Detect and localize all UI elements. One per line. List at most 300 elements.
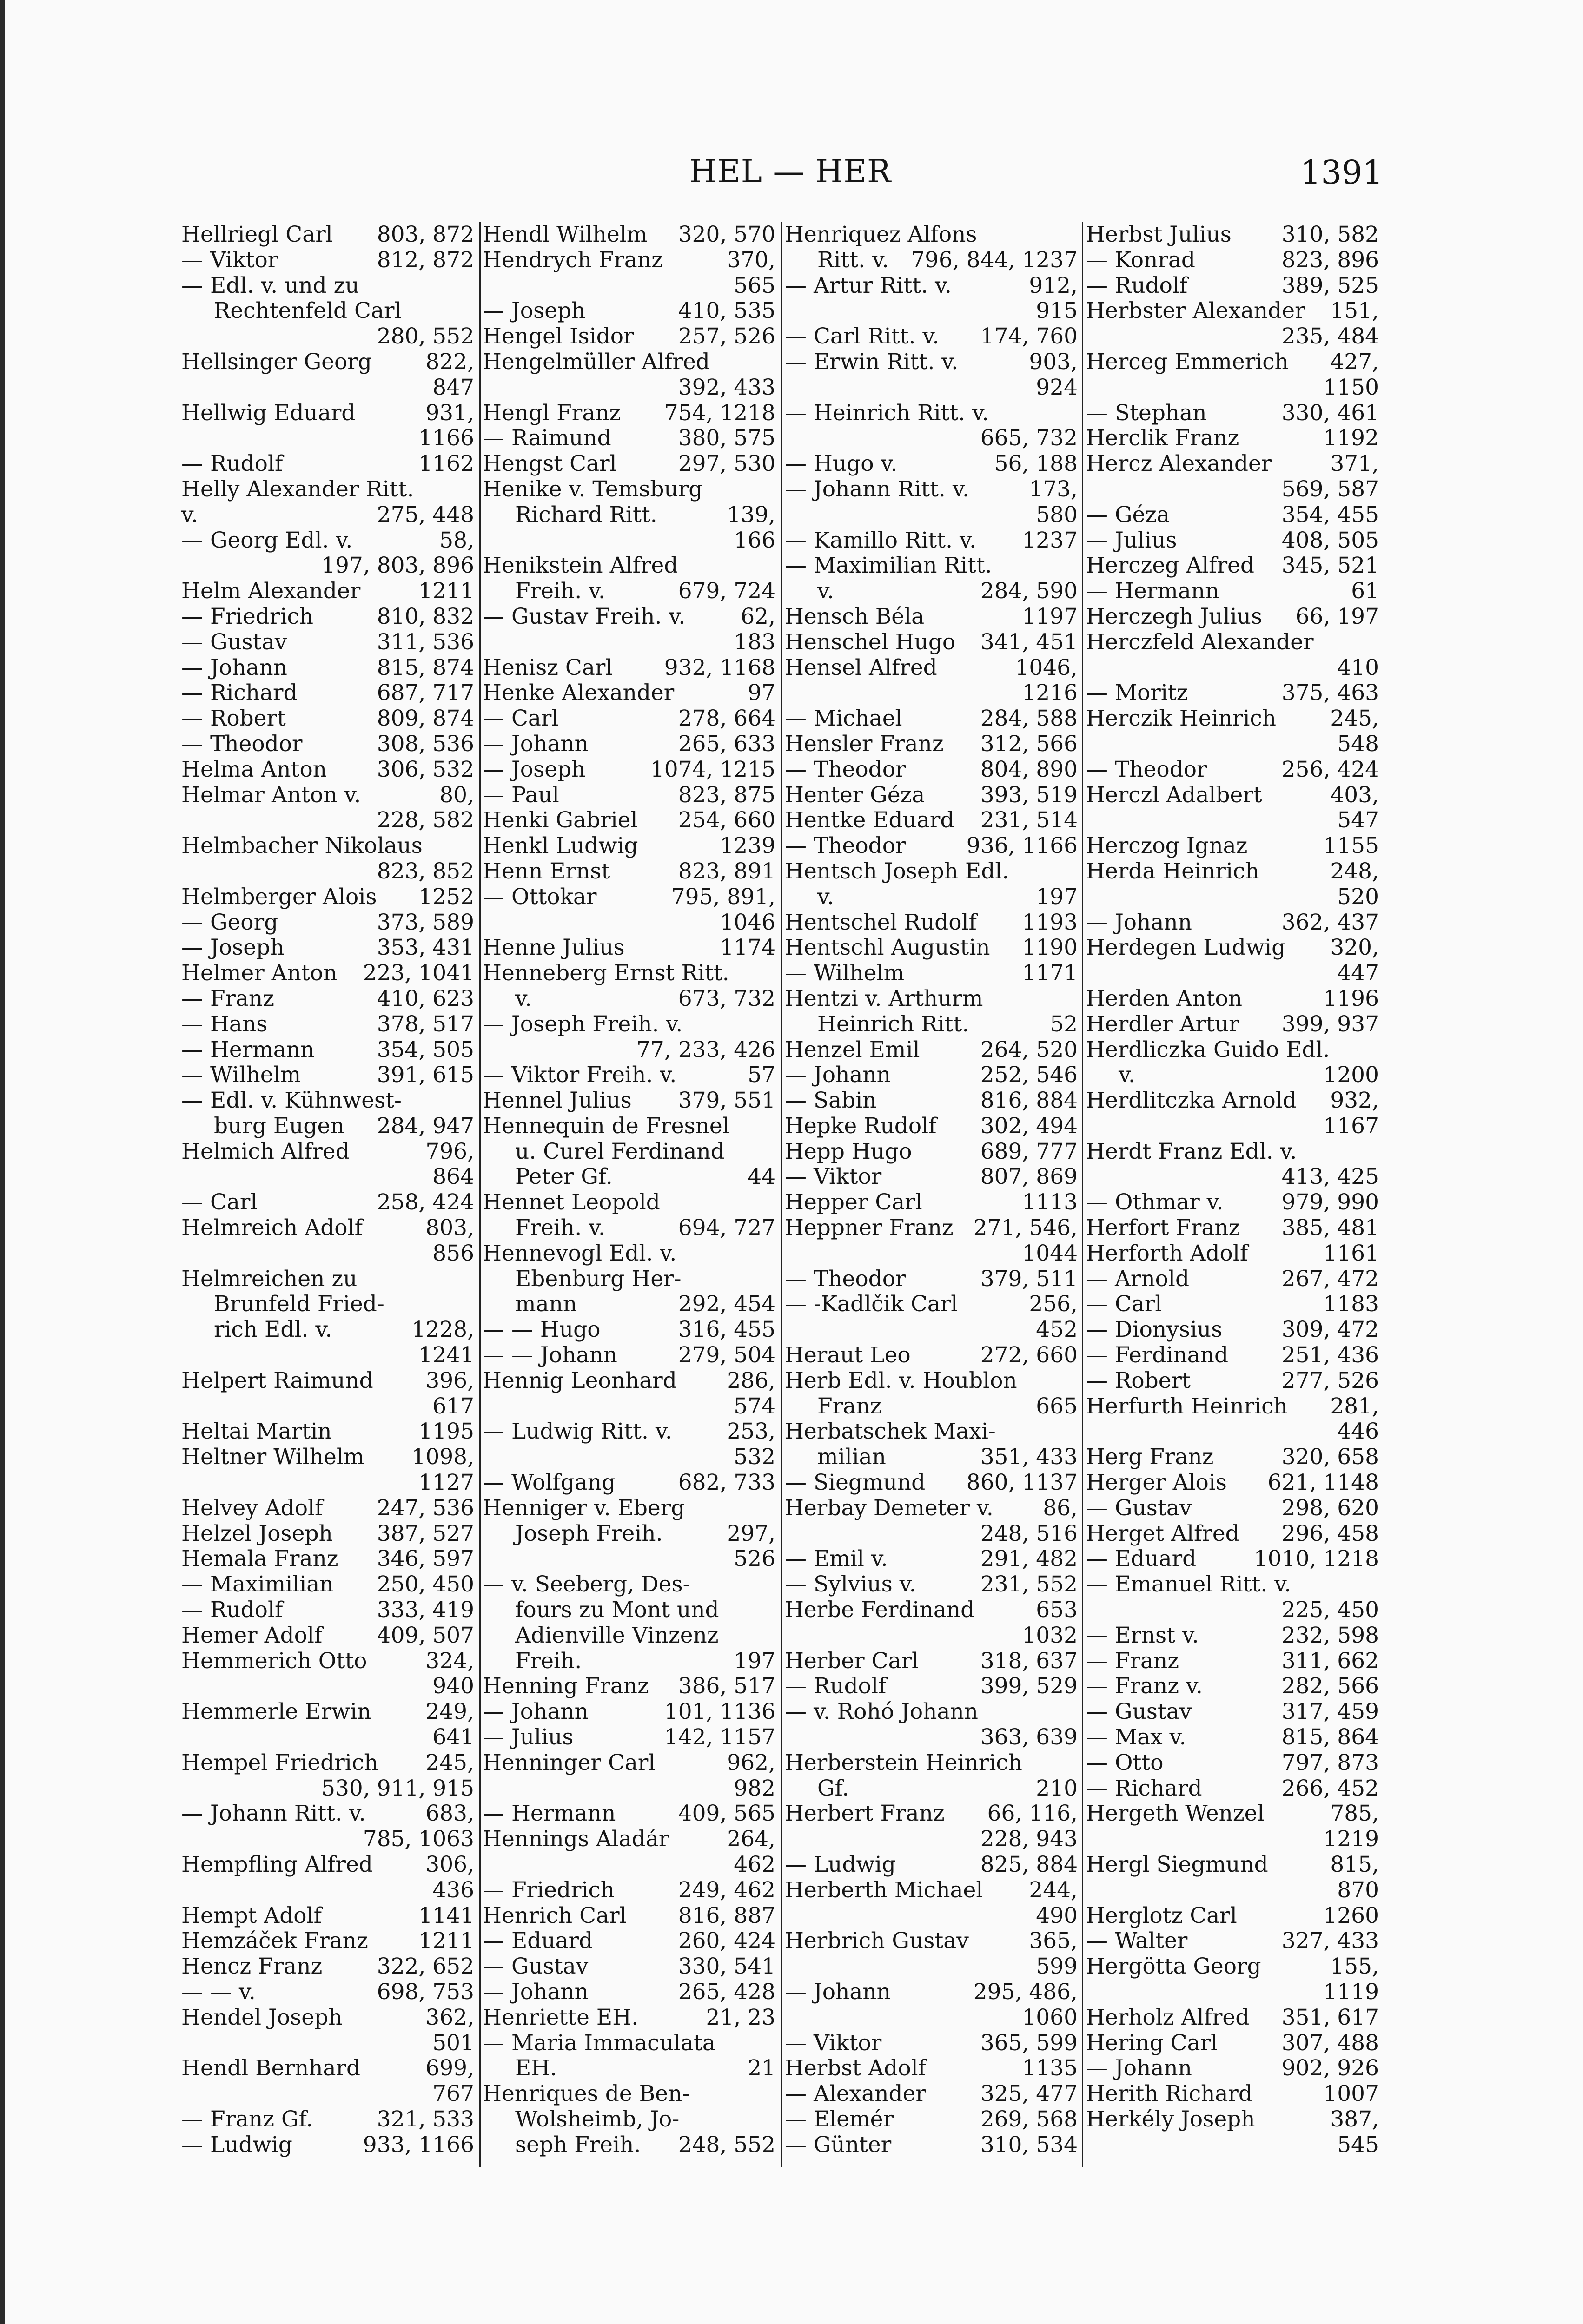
- index-entry: [483, 680, 775, 706]
- entry-name: Hering Carl: [1086, 2030, 1218, 2056]
- entry-name: — Gustav: [483, 1954, 589, 1980]
- entry-name: — v. Seeberg, Des-: [483, 1571, 690, 1598]
- entry-name: — Theodor: [785, 1266, 906, 1292]
- index-entry: [483, 1368, 775, 1394]
- entry-page-refs: 183: [734, 629, 775, 655]
- entry-page-refs: 284, 588: [980, 706, 1078, 732]
- entry-name: Hemala Franz: [181, 1546, 338, 1572]
- entry-page-refs: 354, 505: [377, 1037, 474, 1063]
- entry-name: — Ernst v.: [1086, 1622, 1199, 1648]
- entry-name: Freih.: [515, 1648, 582, 1674]
- entry-name: — Othmar v.: [1086, 1189, 1224, 1215]
- entry-name: — Joseph: [483, 756, 586, 782]
- entry-page-refs: 754, 1218: [664, 400, 775, 426]
- entry-name: — Carl: [181, 1189, 258, 1215]
- entry-page-refs: 311, 536: [377, 629, 474, 655]
- entry-name: — Heinrich Ritt. v.: [785, 400, 989, 426]
- index-entry: [181, 324, 474, 350]
- entry-name: — Rudolf: [181, 451, 283, 477]
- index-entry: [483, 1419, 775, 1445]
- entry-page-refs: 231, 514: [980, 807, 1078, 833]
- entry-name: Brunfeld Fried-: [214, 1291, 384, 1317]
- index-entry: [1086, 655, 1379, 681]
- index-entry: [483, 2133, 775, 2158]
- entry-name: Henzel Emil: [785, 1037, 920, 1063]
- entry-page-refs: 44: [748, 1164, 775, 1190]
- entry-page-refs: 21: [748, 2055, 775, 2081]
- index-entry: [483, 1164, 775, 1190]
- index-entry: [181, 1190, 474, 1215]
- index-entry: [1086, 2081, 1379, 2107]
- index-entry: [483, 783, 775, 808]
- index-entry: [785, 1419, 1078, 1445]
- entry-page-refs: 982: [734, 1775, 775, 1801]
- entry-name: Hentschel Rudolf: [785, 909, 977, 935]
- entry-page-refs: 924: [1036, 374, 1078, 400]
- entry-name: Helpert Raimund: [181, 1367, 373, 1393]
- index-entry: [1086, 528, 1379, 554]
- index-entry: [1086, 680, 1379, 706]
- index-entry: [1086, 783, 1379, 808]
- entry-page-refs: 1260: [1323, 1902, 1379, 1928]
- index-column-2: [483, 222, 775, 2188]
- index-entry: [483, 1750, 775, 1776]
- entry-page-refs: 265, 428: [678, 1979, 775, 2005]
- index-entry: [1086, 1368, 1379, 1394]
- index-entry: [1086, 910, 1379, 936]
- entry-name: — Dionysius: [1086, 1317, 1223, 1343]
- entry-name: — Rudolf: [785, 1673, 887, 1699]
- entry-name: seph Freih.: [515, 2132, 641, 2158]
- entry-page-refs: 1211: [418, 578, 474, 604]
- entry-page-refs: 362, 437: [1281, 909, 1379, 935]
- entry-page-refs: 548: [1337, 731, 1379, 757]
- entry-page-refs: 940: [432, 1673, 474, 1699]
- index-entry: [483, 1114, 775, 1139]
- index-entry: [785, 375, 1078, 401]
- index-entry: [1086, 375, 1379, 401]
- index-entry: [785, 630, 1078, 655]
- index-entry: [181, 248, 474, 273]
- index-entry: [1086, 1394, 1379, 1419]
- index-entry: [785, 1649, 1078, 1674]
- index-entry: [483, 1445, 775, 1470]
- index-entry: [181, 2081, 474, 2107]
- entry-name: Hempel Friedrich: [181, 1750, 378, 1776]
- entry-name: — — Johann: [483, 1342, 617, 1368]
- entry-name: Herbster Alexander: [1086, 298, 1305, 324]
- index-entry: [181, 1063, 474, 1088]
- index-entry: [181, 1088, 474, 1114]
- entry-page-refs: 823, 891: [678, 858, 775, 884]
- entry-page-refs: 856: [432, 1240, 474, 1266]
- entry-name: Hellriegl Carl: [181, 222, 333, 247]
- entry-name: — Robert: [181, 706, 286, 732]
- entry-page-refs: 1161: [1323, 1240, 1379, 1266]
- index-entry: [785, 1445, 1078, 1470]
- entry-page-refs: 86,: [1043, 1495, 1078, 1521]
- index-entry: [1086, 273, 1379, 299]
- entry-name: Herglotz Carl: [1086, 1902, 1237, 1928]
- entry-page-refs: 225, 450: [1281, 1597, 1379, 1623]
- index-entry: [181, 1419, 474, 1445]
- entry-name: — Sylvius v.: [785, 1571, 916, 1598]
- entry-name: Hemzáček Franz: [181, 1928, 368, 1954]
- entry-page-refs: 1119: [1323, 1979, 1379, 2005]
- entry-page-refs: 699,: [425, 2055, 474, 2081]
- entry-name: Hentschl Augustin: [785, 935, 990, 961]
- entry-page-refs: 320,: [1330, 935, 1379, 961]
- entry-name: Herfurth Heinrich: [1086, 1393, 1288, 1419]
- entry-name: Ritt. v.: [817, 247, 889, 273]
- index-entry: [181, 885, 474, 910]
- index-entry: [181, 2031, 474, 2056]
- index-entry: [1086, 961, 1379, 986]
- entry-page-refs: 403,: [1330, 782, 1379, 808]
- index-entry: [483, 1572, 775, 1598]
- entry-page-refs: 1155: [1323, 833, 1379, 859]
- entry-name: Helma Anton: [181, 756, 327, 782]
- entry-name: Helmer Anton: [181, 960, 338, 986]
- index-entry: [181, 1368, 474, 1394]
- index-entry: [483, 655, 775, 681]
- entry-name: Herda Heinrich: [1086, 858, 1259, 884]
- entry-page-refs: 767: [432, 2081, 474, 2107]
- entry-name: — Stephan: [1086, 400, 1207, 426]
- index-entry: [785, 1343, 1078, 1368]
- index-entry: [1086, 1598, 1379, 1623]
- entry-name: — Michael: [785, 706, 902, 732]
- index-entry: [483, 1063, 775, 1088]
- entry-page-refs: 297,: [727, 1520, 775, 1546]
- entry-page-refs: 408, 505: [1281, 527, 1379, 553]
- entry-page-refs: 345, 521: [1281, 553, 1379, 579]
- entry-name: Henike v. Temsburg: [483, 476, 703, 502]
- index-entry: [1086, 1801, 1379, 1827]
- entry-name: Hencz Franz: [181, 1954, 323, 1980]
- index-entry: [181, 1470, 474, 1496]
- index-entry: [483, 1190, 775, 1215]
- entry-page-refs: 413, 425: [1281, 1164, 1379, 1190]
- entry-page-refs: 228, 582: [377, 807, 474, 833]
- index-entry: [181, 1292, 474, 1317]
- entry-name: Herbst Adolf: [785, 2055, 927, 2081]
- entry-page-refs: 409, 565: [678, 1801, 775, 1827]
- entry-page-refs: 816, 887: [678, 1902, 775, 1928]
- index-entry: [483, 1852, 775, 1878]
- entry-page-refs: 641: [432, 1724, 474, 1750]
- index-entry: [1086, 1750, 1379, 1776]
- entry-page-refs: 327, 433: [1281, 1928, 1379, 1954]
- entry-page-refs: 351, 617: [1281, 2004, 1379, 2030]
- index-entry: [181, 833, 474, 859]
- index-entry: [483, 1954, 775, 1980]
- index-entry: [1086, 2133, 1379, 2158]
- index-column-1: [181, 222, 474, 2188]
- index-entry: [1086, 1012, 1379, 1037]
- index-entry: [483, 1827, 775, 1852]
- index-entry: [1086, 1445, 1379, 1470]
- entry-name: — Géza: [1086, 502, 1170, 528]
- index-entry: [1086, 1419, 1379, 1445]
- entry-name: — Moritz: [1086, 680, 1188, 706]
- index-entry: [181, 1012, 474, 1037]
- entry-page-refs: 1193: [1022, 909, 1078, 935]
- entry-page-refs: 847: [432, 374, 474, 400]
- entry-name: u. Curel Ferdinand: [515, 1138, 725, 1164]
- entry-name: — Julius: [1086, 527, 1177, 553]
- entry-name: — Friedrich: [483, 1877, 615, 1903]
- entry-page-refs: 599: [1036, 1954, 1078, 1980]
- index-entry: [181, 1164, 474, 1190]
- entry-page-refs: 254, 660: [678, 807, 775, 833]
- entry-page-refs: 490: [1036, 1902, 1078, 1928]
- entry-name: Henriques de Ben-: [483, 2081, 690, 2107]
- entry-name: — Ferdinand: [1086, 1342, 1229, 1368]
- entry-page-refs: 1135: [1022, 2055, 1078, 2081]
- entry-name: — Raimund: [483, 425, 611, 451]
- index-entry: [1086, 604, 1379, 630]
- index-entry: [181, 2107, 474, 2133]
- entry-page-refs: 278, 664: [678, 706, 775, 732]
- index-entry: [785, 732, 1078, 757]
- index-entry: [785, 248, 1078, 273]
- index-entry: [1086, 1470, 1379, 1496]
- entry-name: Hempt Adolf: [181, 1902, 322, 1928]
- index-entry: [785, 1954, 1078, 1980]
- index-entry: [483, 1343, 775, 1368]
- entry-page-refs: 309, 472: [1281, 1317, 1379, 1343]
- entry-page-refs: 248, 516: [980, 1520, 1078, 1546]
- index-entry: [483, 986, 775, 1012]
- index-entry: [785, 655, 1078, 681]
- entry-name: — Hermann: [181, 1037, 315, 1063]
- index-entry: [181, 1215, 474, 1241]
- index-entry: [483, 2005, 775, 2031]
- entry-page-refs: 689, 777: [980, 1138, 1078, 1164]
- index-entry: [483, 757, 775, 783]
- index-entry: [1086, 1114, 1379, 1139]
- entry-name: v.: [817, 884, 834, 910]
- entry-name: Hengel Isidor: [483, 324, 634, 350]
- index-entry: [181, 655, 474, 681]
- entry-name: Herdler Artur: [1086, 1011, 1239, 1037]
- entry-name: — Johann: [785, 1979, 891, 2005]
- index-entry: [181, 1725, 474, 1750]
- entry-name: — — Hugo: [483, 1317, 601, 1343]
- index-entry: [181, 1267, 474, 1292]
- entry-name: Hendrych Franz: [483, 247, 663, 273]
- entry-name: Herbrich Gustav: [785, 1928, 969, 1954]
- index-entry: [181, 1317, 474, 1343]
- index-entry: [1086, 553, 1379, 579]
- entry-name: — Theodor: [785, 756, 906, 782]
- entry-page-refs: 1239: [720, 833, 775, 859]
- entry-page-refs: 870: [1337, 1877, 1379, 1903]
- entry-page-refs: 530, 911, 915: [321, 1775, 474, 1801]
- index-entry: [1086, 1827, 1379, 1852]
- index-entry: [483, 1674, 775, 1699]
- entry-name: — Arnold: [1086, 1266, 1190, 1292]
- entry-name: Hemmerle Erwin: [181, 1699, 371, 1725]
- entry-name: Henrich Carl: [483, 1902, 627, 1928]
- entry-name: — Richard: [1086, 1775, 1202, 1801]
- index-entry: [483, 1725, 775, 1750]
- entry-page-refs: 77, 233, 426: [636, 1037, 775, 1063]
- entry-page-refs: 282, 566: [1281, 1673, 1379, 1699]
- entry-page-refs: 265, 633: [678, 731, 775, 757]
- index-entry: [785, 579, 1078, 604]
- index-entry: [181, 1521, 474, 1547]
- entry-name: — Maximilian Ritt.: [785, 553, 992, 579]
- entry-page-refs: 1098,: [411, 1444, 474, 1470]
- index-entry: [785, 1114, 1078, 1139]
- entry-page-refs: 796, 844, 1237: [911, 247, 1078, 273]
- entry-page-refs: 574: [734, 1393, 775, 1419]
- index-entry: [181, 375, 474, 401]
- entry-name: Henning Franz: [483, 1673, 649, 1699]
- entry-page-refs: 62,: [741, 603, 775, 629]
- entry-page-refs: 379, 551: [678, 1088, 775, 1114]
- entry-page-refs: 320, 658: [1281, 1444, 1379, 1470]
- index-entry: [483, 1980, 775, 2005]
- entry-name: — Franz: [1086, 1648, 1179, 1674]
- entry-page-refs: 1141: [418, 1902, 474, 1928]
- entry-page-refs: 322, 652: [377, 1954, 474, 1980]
- entry-name: Helly Alexander Ritt.: [181, 476, 414, 502]
- entry-page-refs: 1241: [418, 1342, 474, 1368]
- entry-page-refs: 389, 525: [1281, 272, 1379, 298]
- entry-name: Hennings Aladár: [483, 1826, 669, 1852]
- entry-page-refs: 797, 873: [1281, 1750, 1379, 1776]
- index-entry: [181, 451, 474, 477]
- index-entry: [1086, 1776, 1379, 1802]
- entry-page-refs: 823, 896: [1281, 247, 1379, 273]
- index-entry: [181, 1674, 474, 1699]
- entry-page-refs: 249,: [425, 1699, 474, 1725]
- index-entry: [181, 1903, 474, 1929]
- index-entry: [483, 1139, 775, 1165]
- entry-name: — Johann: [785, 1062, 891, 1088]
- entry-name: Hensch Béla: [785, 603, 925, 629]
- index-entry: [785, 1827, 1078, 1852]
- entry-name: — Wilhelm: [181, 1062, 301, 1088]
- index-entry: [181, 1241, 474, 1267]
- index-entry: [785, 350, 1078, 375]
- index-entry: [785, 1598, 1078, 1623]
- index-entry: [483, 706, 775, 732]
- entry-page-refs: 410, 535: [678, 298, 775, 324]
- entry-page-refs: 378, 517: [377, 1011, 474, 1037]
- index-columns: [181, 222, 1385, 2188]
- entry-page-refs: 101, 1136: [664, 1699, 775, 1725]
- entry-page-refs: 653: [1036, 1597, 1078, 1623]
- entry-name: — Paul: [483, 782, 559, 808]
- index-entry: [181, 783, 474, 808]
- entry-page-refs: 1190: [1022, 935, 1078, 961]
- index-entry: [483, 2107, 775, 2133]
- entry-page-refs: 665: [1036, 1393, 1078, 1419]
- entry-page-refs: 532: [734, 1444, 775, 1470]
- index-entry: [181, 1394, 474, 1419]
- index-entry: [785, 1928, 1078, 1954]
- index-entry: [483, 859, 775, 885]
- entry-page-refs: 260, 424: [678, 1928, 775, 1954]
- entry-page-refs: 66, 116,: [987, 1801, 1078, 1827]
- entry-page-refs: 275, 448: [377, 502, 474, 528]
- entry-name: Henki Gabriel: [483, 807, 638, 833]
- entry-name: Hellsinger Georg: [181, 349, 372, 375]
- entry-name: Hennevogl Edl. v.: [483, 1240, 677, 1266]
- entry-name: Henriette EH.: [483, 2004, 639, 2030]
- index-entry: [1086, 324, 1379, 350]
- index-entry: [785, 706, 1078, 732]
- entry-page-refs: 58,: [439, 527, 474, 553]
- entry-page-refs: 803,: [425, 1215, 474, 1241]
- entry-page-refs: 1192: [1323, 425, 1379, 451]
- entry-name: v.: [817, 578, 834, 604]
- entry-name: rich Edl. v.: [214, 1317, 332, 1343]
- entry-page-refs: 257, 526: [678, 324, 775, 350]
- entry-page-refs: 1228,: [411, 1317, 474, 1343]
- entry-name: burg Eugen: [214, 1113, 344, 1139]
- entry-name: Gf.: [817, 1775, 849, 1801]
- entry-name: Henriquez Alfons: [785, 222, 977, 247]
- entry-name: — v. Rohó Johann: [785, 1699, 978, 1725]
- entry-name: Herczik Heinrich: [1086, 706, 1277, 732]
- entry-name: Herceg Emmerich: [1086, 349, 1289, 375]
- index-entry: [181, 273, 474, 299]
- index-entry: [1086, 1903, 1379, 1929]
- entry-page-refs: 307, 488: [1281, 2030, 1379, 2056]
- index-entry: [181, 1776, 474, 1802]
- entry-name: — — v.: [181, 1979, 256, 2005]
- index-entry: [181, 1827, 474, 1852]
- index-entry: [785, 298, 1078, 324]
- index-entry: [181, 1114, 474, 1139]
- entry-name: Hensel Alfred: [785, 654, 937, 680]
- index-entry: [785, 1623, 1078, 1649]
- index-entry: [1086, 1343, 1379, 1368]
- index-entry: [785, 222, 1078, 248]
- index-entry: [181, 350, 474, 375]
- entry-name: — Johann Ritt. v.: [181, 1801, 366, 1827]
- entry-page-refs: 330, 461: [1281, 400, 1379, 426]
- entry-page-refs: 245,: [1330, 706, 1379, 732]
- entry-page-refs: 1167: [1323, 1113, 1379, 1139]
- entry-name: Hengl Franz: [483, 400, 621, 426]
- index-entry: [785, 910, 1078, 936]
- entry-name: — Gustav: [1086, 1495, 1192, 1521]
- index-entry: [181, 859, 474, 885]
- entry-name: Heltai Martin: [181, 1419, 332, 1445]
- entry-page-refs: 351, 433: [980, 1444, 1078, 1470]
- entry-name: — Gustav: [1086, 1699, 1192, 1725]
- entry-name: Henisz Carl: [483, 654, 613, 680]
- entry-page-refs: 258, 424: [377, 1189, 474, 1215]
- entry-page-refs: 346, 597: [377, 1546, 474, 1572]
- entry-name: — Johann: [483, 731, 589, 757]
- entry-name: Hendel Joseph: [181, 2004, 343, 2030]
- entry-name: Hengelmüller Alfred: [483, 349, 710, 375]
- index-entry: [483, 1496, 775, 1521]
- entry-page-refs: 1211: [418, 1928, 474, 1954]
- entry-page-refs: 333, 419: [377, 1597, 474, 1623]
- index-entry: [181, 1878, 474, 1903]
- entry-name: — Joseph Freih. v.: [483, 1011, 683, 1037]
- index-entry: [1086, 1496, 1379, 1521]
- entry-name: Hemmerich Otto: [181, 1648, 367, 1674]
